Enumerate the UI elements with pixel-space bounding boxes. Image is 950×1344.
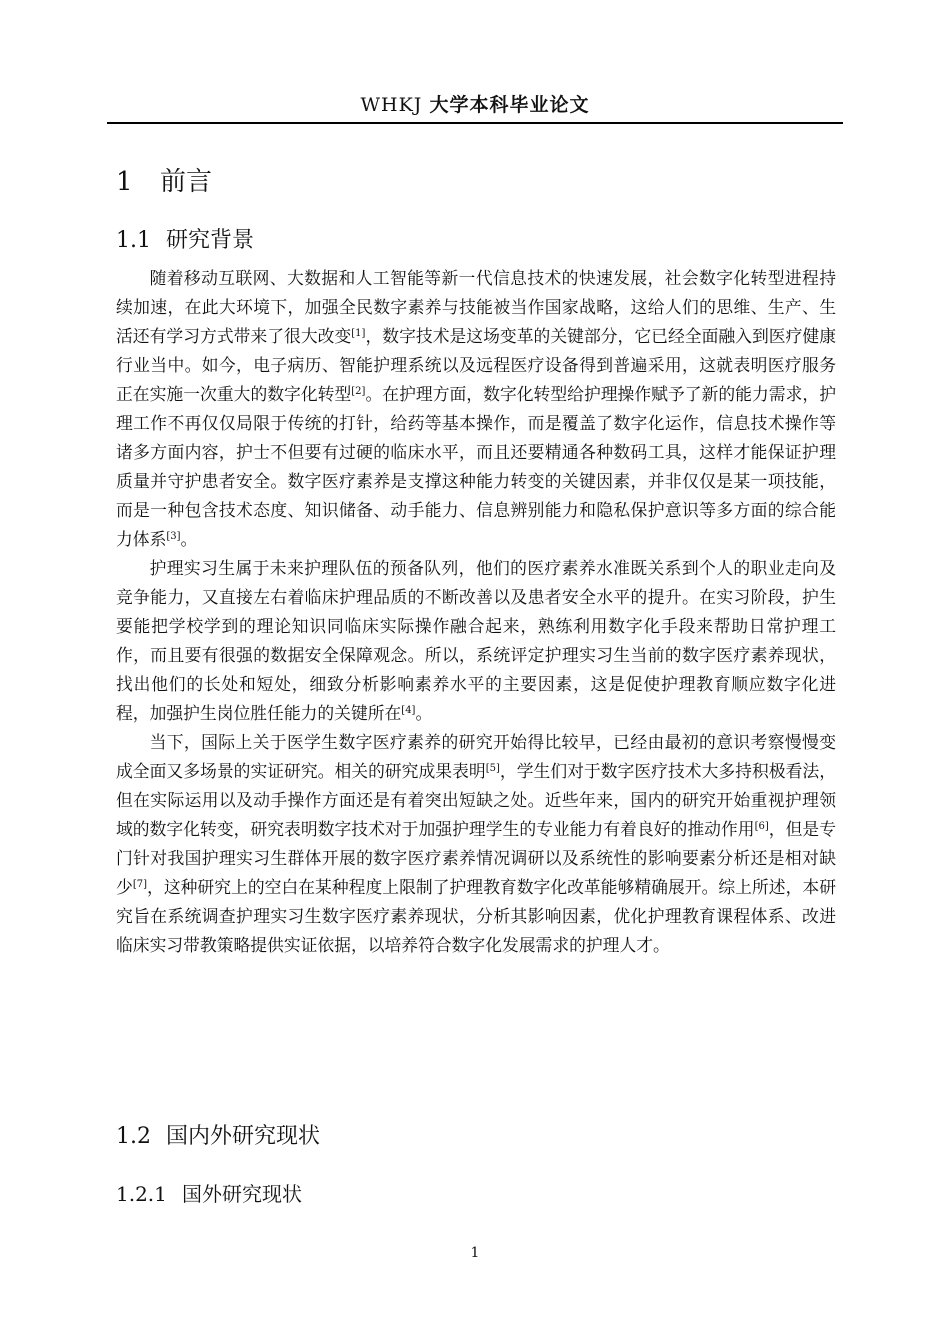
chapter-title: 前言 [160, 167, 213, 197]
paragraph-text: 护理实习生属于未来护理队伍的预备队列，他们的医疗素养水准既关系到个人的职业走向及竞争能力，又直接左右着临床护理品质的不断改善以及患者安全水平的提升。在实习阶段，护生要能把学校学到的理论知识同临床实际操作融合起来，熟练利用数字化手段来帮助日常护理工作，而且要有很强的数据安全保障观念。所以，系统评定护理实习生当前的数字医疗素养现状，找出他们的长处和短处，细致分析影响素养水平的主要因素，这是促使护理教育顺应数字化进程，加强护生岗位胜任能力的关键所在 [116, 558, 836, 723]
paragraph-text: 。 [415, 703, 433, 723]
citation-ref: [2] [351, 386, 366, 397]
citation-ref: [1] [351, 328, 366, 339]
header-prefix: WHKJ [360, 94, 430, 116]
section-heading-1-1 [116, 226, 254, 256]
subsection-heading-1-2-1 [116, 1180, 302, 1208]
subsection-number: 1.2.1 [116, 1182, 167, 1206]
paragraph-text: 随着移动互联网、大数据和人工智能等新一代信息技术的快速发展，社会数字化转型进程持续加速，在此大环境下，加强全民数字素养与技能被当作国家战略，这给人们的思维、生产、生活还有学习方式带来了很大改变 [116, 268, 836, 346]
subsection-title: 国外研究现状 [182, 1182, 302, 1206]
paragraph-text: ，学生们对于数字医疗技术大多持积极看法，但在实际运用以及动手操作方面还是有着突出短缺之处。近些年来，国内的研究开始重视护理领域的数字化转变，研究表明数字技术对于加强护理学生的专业能力有着良好的推动作用 [116, 761, 836, 839]
paragraph-text: ，但是专门针对我国护理实习生群体开展的数字医疗素养情况调研以及系统性的影响要素分析还是相对缺少 [116, 819, 836, 897]
header-title: 大学本科毕业论文 [429, 94, 590, 116]
citation-ref: [4] [401, 705, 416, 716]
citation-ref: [7] [132, 879, 147, 890]
section-heading-1-2 [116, 1122, 320, 1152]
paragraph-1 [116, 264, 836, 554]
citation-ref: [3] [166, 531, 181, 542]
chapter-heading [116, 164, 212, 200]
section-number: 1.2 [116, 1124, 151, 1149]
citation-ref: [6] [754, 821, 769, 832]
paragraph-text: 。 [180, 529, 198, 549]
paragraph-text: ，这种研究上的空白在某种程度上限制了护理教育数字化改革能够精确展开。综上所述，本研究旨在系统调查护理实习生数字医疗素养现状，分析其影响因素，优化护理教育课程体系、改进临床实习带教策略提供实证依据，以培养符合数字化发展需求的护理人才。 [116, 877, 836, 955]
paragraph-text: ，数字技术是这场变革的关键部分，它已经全面融入到医疗健康行业当中。如今，电子病历、智能护理系统以及远程医疗设备得到普遍采用，这就表明医疗服务正在实施一次重大的数字化转型 [116, 326, 836, 404]
paragraph-3 [116, 728, 836, 960]
body-text [116, 264, 836, 960]
page-number: 1 [470, 1245, 480, 1261]
header-rule [107, 122, 843, 124]
page-header [107, 92, 843, 118]
paragraph-text: 。在护理方面，数字化转型给护理操作赋予了新的能力需求，护理工作不再仅仅局限于传统的打针，给药等基本操作，而是覆盖了数字化运作，信息技术操作等诸多方面内容，护士不但要有过硬的临床水平，而且还要精通各种数码工具，这样才能保证护理质量并守护患者安全。数字医疗素养是支撑这种能力转变的关键因素，并非仅仅是某一项技能，而是一种包含技术态度、知识储备、动手能力、信息辨别能力和隐私保护意识等多方面的综合能力体系 [116, 384, 836, 549]
section-title: 国内外研究现状 [166, 1124, 321, 1149]
citation-ref: [5] [485, 763, 500, 774]
paragraph-text: 当下，国际上关于医学生数字医疗素养的研究开始得比较早，已经由最初的意识考察慢慢变成全面又多场景的实证研究。相关的研究成果表明 [116, 732, 836, 781]
section-title: 研究背景 [166, 228, 255, 253]
paragraph-2 [116, 554, 836, 728]
section-number: 1.1 [116, 228, 151, 253]
chapter-number: 1 [116, 167, 133, 197]
